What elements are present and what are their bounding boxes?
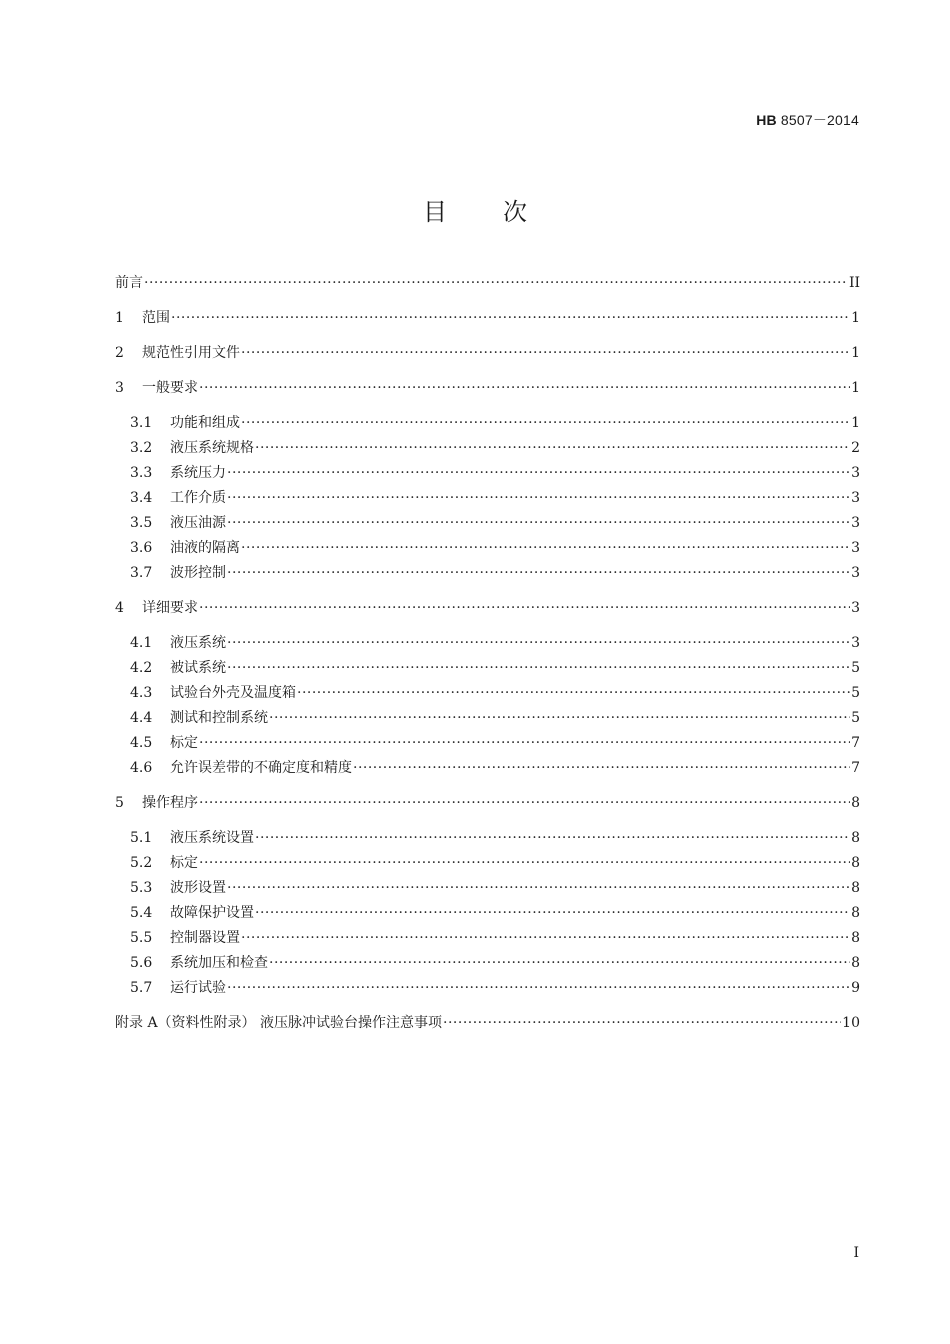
toc-entry-number: 4.4	[130, 710, 153, 726]
toc-dot-leader	[443, 1013, 841, 1033]
toc-entry-number: 3.3	[130, 465, 153, 481]
toc-entry-number: 4.6	[130, 760, 153, 776]
toc-entry-number: 3	[115, 380, 124, 396]
toc-entry-page: 5	[851, 710, 860, 726]
toc-entry-label: 功能和组成	[170, 415, 240, 431]
toc-entry-label: 被试系统	[170, 660, 226, 676]
toc-entry-number: 5.7	[130, 980, 153, 996]
toc-entry[interactable]	[130, 978, 860, 998]
toc-entry-label: 运行试验	[170, 980, 226, 996]
footer-page-number: I	[853, 1245, 859, 1261]
toc-entry[interactable]	[115, 273, 860, 293]
toc-entry-page: 8	[851, 930, 860, 946]
toc-entry-page: 8	[851, 905, 860, 921]
toc-entry-number: 5.1	[130, 830, 153, 846]
toc-entry-number: 5.3	[130, 880, 153, 896]
toc-entry-page: 3	[851, 490, 860, 506]
toc-entry-number: 4.5	[130, 735, 153, 751]
toc-dot-leader	[227, 513, 850, 533]
toc-entry-number: 4.1	[130, 635, 153, 651]
toc-dot-leader	[227, 563, 850, 583]
toc-entry-page: 9	[851, 980, 860, 996]
document-code-number: 8507－2014	[776, 112, 859, 128]
toc-entry-label: 液压系统设置	[170, 830, 254, 846]
toc-entry-label: 测试和控制系统	[170, 710, 268, 726]
toc-dot-leader	[269, 953, 850, 973]
toc-entry-page: 3	[851, 635, 860, 651]
toc-entry-number: 5.4	[130, 905, 153, 921]
toc-entry[interactable]	[115, 1013, 860, 1033]
toc-entry[interactable]	[115, 793, 860, 813]
toc-entry-label: 波形控制	[170, 565, 226, 581]
toc-dot-leader	[171, 308, 850, 328]
toc-entry-label: 一般要求	[142, 380, 198, 396]
toc-dot-leader	[269, 708, 850, 728]
toc-entry-number: 4.3	[130, 685, 153, 701]
toc-entry[interactable]	[130, 928, 860, 948]
toc-dot-leader	[255, 828, 850, 848]
toc-entry-label: 液压系统规格	[170, 440, 254, 456]
toc-entry-page: 5	[851, 685, 860, 701]
document-code-prefix: HB	[756, 112, 777, 128]
toc-entry-page: 7	[851, 760, 860, 776]
toc-entry-label: 详细要求	[142, 600, 198, 616]
toc-dot-leader	[199, 378, 850, 398]
toc-entry-label: 标定	[170, 855, 198, 871]
toc-entry-number: 1	[115, 310, 124, 326]
toc-dot-leader	[199, 598, 850, 618]
toc-entry[interactable]	[115, 308, 860, 328]
toc-entry-page: 8	[851, 855, 860, 871]
toc-entry[interactable]	[130, 488, 860, 508]
toc-dot-leader	[144, 273, 848, 293]
toc-entry[interactable]	[130, 733, 860, 753]
document-code	[756, 110, 859, 130]
toc-dot-leader	[353, 758, 850, 778]
toc-dot-leader	[241, 343, 850, 363]
toc-entry-page: 8	[851, 955, 860, 971]
toc-dot-leader	[199, 853, 850, 873]
toc-dot-leader	[241, 928, 850, 948]
toc-entry-number: 4.2	[130, 660, 153, 676]
toc-dot-leader	[227, 658, 850, 678]
toc-entry-label: 标定	[170, 735, 198, 751]
toc-entry-page: 1	[851, 415, 860, 431]
toc-entry-page: 7	[851, 735, 860, 751]
toc-entry-page: 3	[851, 600, 860, 616]
toc-entry[interactable]	[130, 563, 860, 583]
toc-entry-number: 3.5	[130, 515, 153, 531]
toc-entry-page: 5	[851, 660, 860, 676]
toc-entry[interactable]	[130, 758, 860, 778]
toc-dot-leader	[227, 878, 850, 898]
toc-entry-label: 液压系统	[170, 635, 226, 651]
toc-entry[interactable]	[130, 633, 860, 653]
toc-entry-number: 5.6	[130, 955, 153, 971]
toc-dot-leader	[199, 793, 850, 813]
toc-entry-label: 控制器设置	[170, 930, 240, 946]
toc-entry-label: 液压油源	[170, 515, 226, 531]
toc-dot-leader	[255, 903, 850, 923]
toc-entry-label: 系统压力	[170, 465, 226, 481]
toc-entry-label: 故障保护设置	[170, 905, 254, 921]
toc-entry-page: 3	[851, 565, 860, 581]
toc-entry-label: 前言	[115, 275, 143, 291]
toc-entry[interactable]	[130, 538, 860, 558]
toc-entry-page: 2	[851, 440, 860, 456]
toc-entry-number: 3.2	[130, 440, 153, 456]
toc-dot-leader	[227, 978, 850, 998]
toc-entry-number: 5.2	[130, 855, 153, 871]
toc-entry[interactable]	[130, 438, 860, 458]
toc-entry-number: 3.7	[130, 565, 153, 581]
toc-entry-page: 8	[851, 830, 860, 846]
toc-entry[interactable]	[130, 878, 860, 898]
toc-entry-label: 规范性引用文件	[142, 345, 240, 361]
toc-entry-number: 3.6	[130, 540, 153, 556]
toc-dot-leader	[227, 463, 850, 483]
toc-entry-label: 工作介质	[170, 490, 226, 506]
toc-entry-label: 波形设置	[170, 880, 226, 896]
toc-entry-page: 1	[851, 310, 860, 326]
toc-entry[interactable]	[115, 378, 860, 398]
toc-entry-page: 1	[851, 345, 860, 361]
toc-entry[interactable]	[130, 513, 860, 533]
toc-dot-leader	[241, 413, 850, 433]
toc-dot-leader	[297, 683, 850, 703]
toc-entry[interactable]	[130, 828, 860, 848]
toc-entry[interactable]	[130, 708, 860, 728]
toc-entry-page: 3	[851, 515, 860, 531]
toc-entry-page: 8	[851, 795, 860, 811]
toc-entry-page: 3	[851, 465, 860, 481]
toc-entry-number: 4	[115, 600, 124, 616]
toc-entry[interactable]	[130, 903, 860, 923]
toc-dot-leader	[255, 438, 850, 458]
toc-dot-leader	[227, 633, 850, 653]
toc-entry-label: 允许误差带的不确定度和精度	[170, 760, 352, 776]
toc-entry-page: 8	[851, 880, 860, 896]
toc-entry-label: 范围	[142, 310, 170, 326]
toc-entry-page: 1	[851, 380, 860, 396]
toc-entry-number: 5	[115, 795, 124, 811]
toc-entry[interactable]	[130, 413, 860, 433]
toc-entry-page: II	[848, 275, 860, 291]
toc-entry-label: 油液的隔离	[170, 540, 240, 556]
toc-entry-page: 3	[851, 540, 860, 556]
toc-entry-label: 附录 A（资料性附录） 液压脉冲试验台操作注意事项	[115, 1015, 443, 1031]
toc-entry[interactable]	[115, 598, 860, 618]
toc-entry-label: 系统加压和检查	[170, 955, 268, 971]
page-title: 目次	[423, 198, 583, 226]
toc-entry-number: 3.4	[130, 490, 153, 506]
toc-entry-number: 5.5	[130, 930, 153, 946]
toc-entry[interactable]	[130, 953, 860, 973]
toc-entry-number: 2	[115, 345, 124, 361]
toc-entry[interactable]	[130, 463, 860, 483]
toc-entry-label: 试验台外壳及温度箱	[170, 685, 296, 701]
toc-entry[interactable]	[130, 683, 860, 703]
toc-dot-leader	[227, 488, 850, 508]
toc-entry-label: 操作程序	[142, 795, 198, 811]
toc-entry-number: 3.1	[130, 415, 153, 431]
toc-dot-leader	[241, 538, 850, 558]
toc-dot-leader	[199, 733, 850, 753]
toc-entry-page: 10	[842, 1015, 860, 1031]
toc-entry[interactable]	[130, 658, 860, 678]
toc-entry[interactable]	[130, 853, 860, 873]
toc-entry[interactable]	[115, 343, 860, 363]
